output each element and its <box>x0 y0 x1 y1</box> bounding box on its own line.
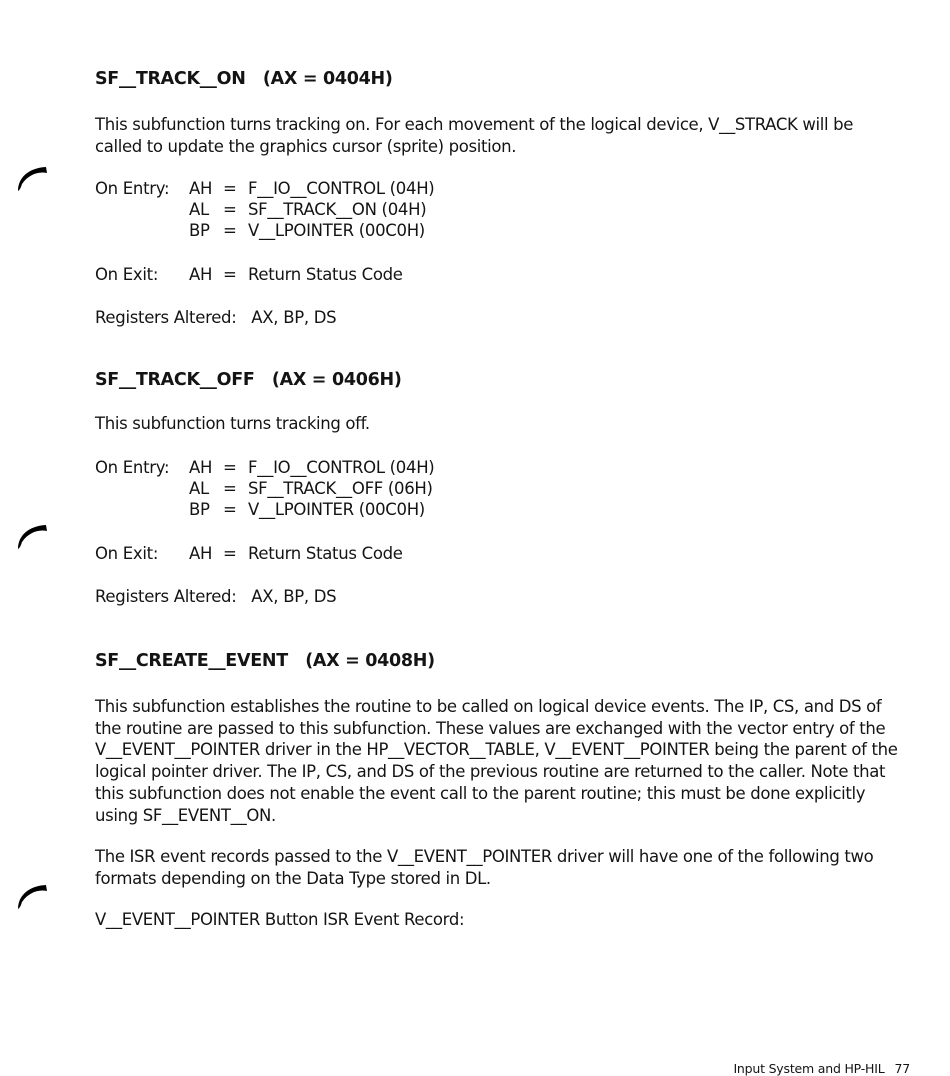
exit-equals: = <box>223 544 237 563</box>
entry-label: On Entry: <box>95 458 170 477</box>
entry-register: AL <box>189 479 209 498</box>
exit-label: On Exit: <box>95 544 159 563</box>
registers-altered: Registers Altered: AX, BP, DS <box>95 308 337 327</box>
exit-register: AH <box>189 265 213 284</box>
entry-register: BP <box>189 221 210 240</box>
margin-mark-icon <box>16 164 48 192</box>
margin-mark-icon <box>16 882 48 910</box>
registers-altered: Registers Altered: AX, BP, DS <box>95 587 337 606</box>
entry-value: SF__TRACK__ON (04H) <box>248 200 427 219</box>
entry-equals: = <box>223 458 237 477</box>
footer-title: Input System and HP-HIL <box>733 1061 885 1076</box>
entry-value: SF__TRACK__OFF (06H) <box>248 479 433 498</box>
section-heading: SF__TRACK__ON (AX = 0404H) <box>95 69 393 89</box>
entry-label: On Entry: <box>95 179 170 198</box>
section-description: This subfunction turns tracking on. For each movement of the logical device, V__STRACK will be called to update the graphics cursor (sprite) position. <box>95 115 854 156</box>
exit-equals: = <box>223 265 237 284</box>
section-paragraph: The ISR event records passed to the V__EVENT__POINTER driver will have one of the following two formats depending on the Data Type stored in DL. <box>95 847 874 888</box>
record-caption: V__EVENT__POINTER Button ISR Event Record: <box>95 910 465 929</box>
entry-equals: = <box>223 179 237 198</box>
exit-label: On Exit: <box>95 265 159 284</box>
entry-register: AH <box>189 179 213 198</box>
entry-register: AL <box>189 200 209 219</box>
entry-value: F__IO__CONTROL (04H) <box>248 179 435 198</box>
exit-value: Return Status Code <box>248 544 403 563</box>
section-description: This subfunction turns tracking off. <box>95 414 370 433</box>
section-heading: SF__TRACK__OFF (AX = 0406H) <box>95 370 402 390</box>
entry-equals: = <box>223 221 237 240</box>
page-footer <box>726 1046 910 1076</box>
exit-register: AH <box>189 544 213 563</box>
entry-register: BP <box>189 500 210 519</box>
entry-register: AH <box>189 458 213 477</box>
entry-equals: = <box>223 500 237 519</box>
exit-value: Return Status Code <box>248 265 403 284</box>
entry-equals: = <box>223 200 237 219</box>
entry-equals: = <box>223 479 237 498</box>
section-heading: SF__CREATE__EVENT (AX = 0408H) <box>95 651 435 671</box>
section-paragraph: This subfunction establishes the routine to be called on logical device events. The IP, CS, and DS of the routine are passed to this subfunction. These values are exchanged with the vector entry of the V__EVENT__POINTER driver in the HP__VECTOR__TABLE, V__EVENT__POINTER being the parent of the logical pointer driver. The IP, CS, and DS of the previous routine are returned to the caller. Note that this subfunction does not enable the event call to the parent routine; this must be done explicitly using SF__EVENT__ON. <box>95 697 898 825</box>
page-number: 77 <box>894 1061 910 1076</box>
entry-value: V__LPOINTER (00C0H) <box>248 221 425 240</box>
margin-mark-icon <box>16 522 48 550</box>
entry-value: F__IO__CONTROL (04H) <box>248 458 435 477</box>
entry-value: V__LPOINTER (00C0H) <box>248 500 425 519</box>
